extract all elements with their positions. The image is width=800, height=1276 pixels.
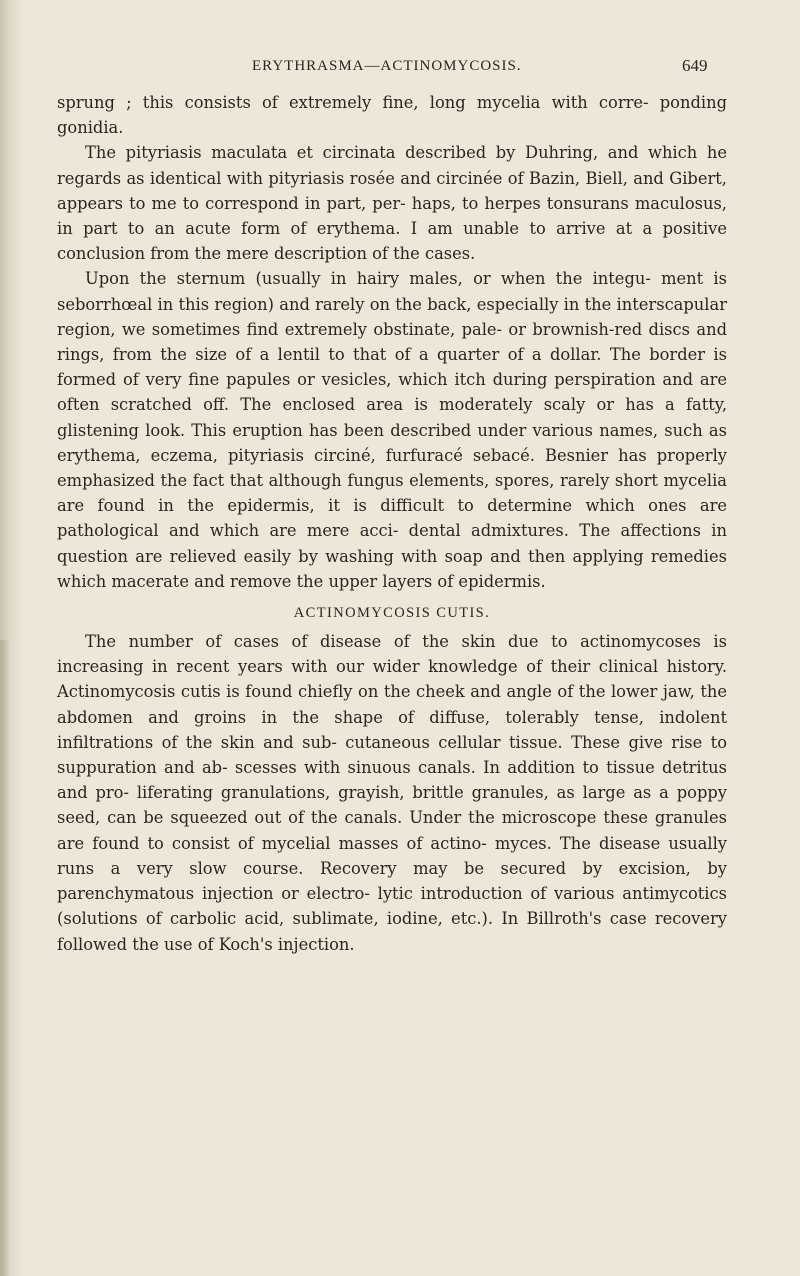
section-heading: ACTINOMYCOSIS CUTIS. <box>293 605 491 622</box>
page-header <box>0 58 800 82</box>
paragraph-continuation: sprung ; this consists of extremely fine, long mycelia with corre- ponding gonidia. <box>57 93 727 138</box>
paragraph-pityriasis: The pityriasis maculata et circinata described by Duhring, and which he regards as identical with pityriasis rosée and circinée of Bazin, Biell, and Gibert, appears to me to correspond in part, per- haps, to herpes tonsurans maculosus, in part to an acute form of erythema. I am unable to arrive at a positive conclusion from the mere description of the cases. <box>57 143 727 264</box>
running-head: ERYTHRASMA—ACTINOMYCOSIS. <box>252 58 522 74</box>
page-body <box>57 90 727 957</box>
paragraph-sternum: Upon the sternum (usually in hairy males, or when the integu- ment is seborrhœal in this region) and rarely on the back, especially in the interscapular region, we sometimes find extremely obstinate, pale- or brownish-red discs and rings, from the size of a lentil to that of a quarter of a dollar. The border is formed of very fine papules or vesicles, which itch during perspiration and are often scratched off. The enclosed area is moderately scaly or has a fatty, glistening look. This eruption has been described under various names, such as erythema, eczema, pityriasis circiné, furfuracé sebacé. Besnier has properly emphasized the fact that although fungus elements, spores, rarely short mycelia are found in the epidermis, it is difficult to determine which ones are pathological and which are mere acci- dental admixtures. The affections in question are relieved easily by washing with soap and then applying remedies which macerate and remove the upper layers of epidermis. <box>57 269 727 591</box>
page-edge-shadow-lower <box>0 640 10 1276</box>
paragraph-actinomycosis: The number of cases of disease of the skin due to actinomycoses is increasing in recent years with our wider knowledge of their clinical history. Actinomycosis cutis is found chiefly on the cheek and angle of the lower jaw, the abdomen and groins in the shape of diffuse, tolerably tense, indolent infiltrations of the skin and sub- cutaneous cellular tissue. These give rise to suppuration and ab- scesses with sinuous canals. In addition to tissue detritus and pro- liferating granulations, grayish, brittle granules, as large as a poppy seed, can be squeezed out of the canals. Under the microscope these granules are found to consist of mycelial masses of actino- myces. The disease usually runs a very slow course. Recovery may be secured by excision, by parenchymatous injection or electro- lytic introduction of various antimycotics (solutions of carbolic acid, sublimate, iodine, etc.). In Billroth's case recovery followed the use of Koch's injection. <box>57 632 727 954</box>
page-number: 649 <box>682 56 708 75</box>
